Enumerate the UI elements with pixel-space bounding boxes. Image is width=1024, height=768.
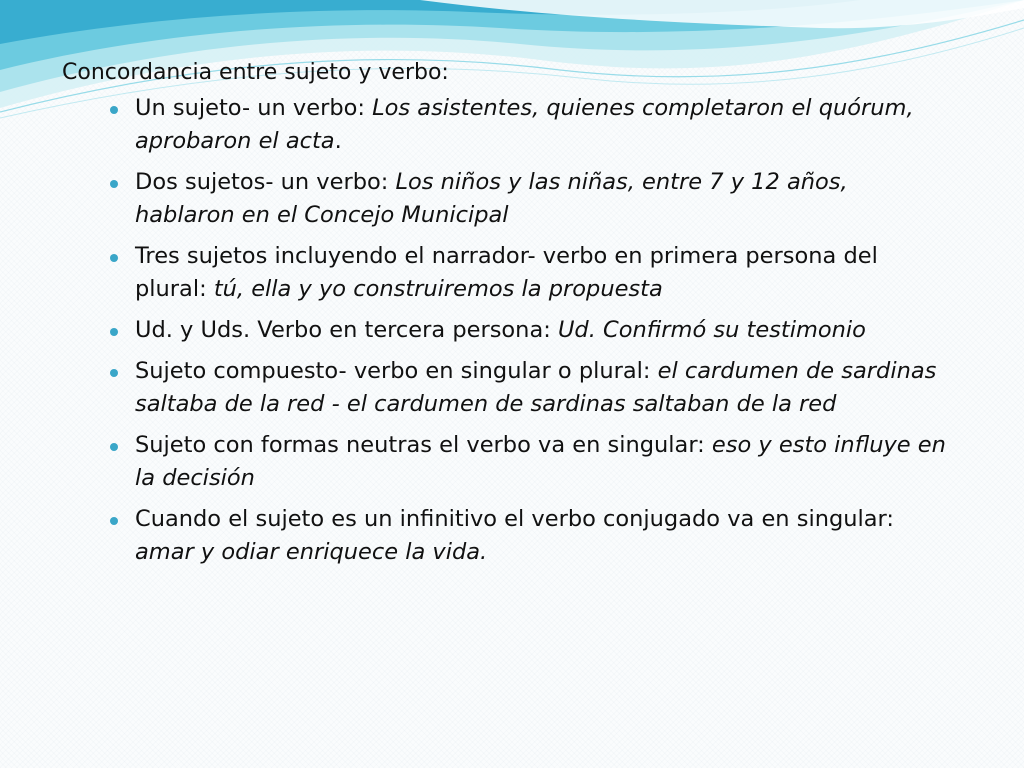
bullet-example-text: Los niños y las niñas, entre 7 y 12 años, hablaron en el Concejo Municipal: [135, 169, 848, 228]
bullet-lead-text: Un sujeto- un verbo:: [135, 95, 373, 121]
bullet-example-text: eso y esto influye en la decisión: [135, 432, 946, 491]
list-item: [62, 314, 982, 347]
bullet-example-text: Ud. Confirmó su testimonio: [557, 317, 866, 343]
bullet-lead-text: Ud. y Uds. Verbo en tercera persona:: [135, 317, 558, 343]
bullet-lead-text: Cuando el sujeto es un infinitivo el verbo conjugado va en singular:: [135, 506, 894, 532]
bullet-example-text: Los asistentes, quienes completaron el quórum, aprobaron el acta: [135, 95, 914, 154]
bullet-dot-icon: [110, 517, 118, 525]
slide-heading: Concordancia entre sujeto y verbo:: [62, 60, 449, 85]
bullet-lead-text: Sujeto con formas neutras el verbo va en singular:: [135, 432, 712, 458]
list-item: [62, 240, 982, 306]
bullet-dot-icon: [110, 106, 118, 114]
slide-content: [62, 56, 982, 577]
bullet-dot-icon: [110, 328, 118, 336]
list-item: [62, 503, 982, 569]
bullet-example-text: tú, ella y yo construiremos la propuesta: [213, 276, 663, 302]
bullet-example-text: el cardumen de sardinas saltaba de la red - el cardumen de sardinas saltaban de la red: [135, 358, 937, 417]
bullet-lead-text: Sujeto compuesto- verbo en singular o plural:: [135, 358, 658, 384]
bullet-dot-icon: [110, 254, 118, 262]
list-item: [62, 166, 982, 232]
list-item: [62, 92, 982, 158]
bullet-lead-text: Dos sujetos- un verbo:: [135, 169, 396, 195]
bullet-example-text: amar y odiar enriquece la vida.: [135, 539, 488, 565]
list-item: [62, 429, 982, 495]
list-item: [62, 355, 982, 421]
bullet-lead-text: Tres sujetos incluyendo el narrador- verbo en primera persona del plural:: [135, 243, 878, 302]
bullet-dot-icon: [110, 180, 118, 188]
bullet-list: [62, 92, 982, 569]
bullet-tail-text: .: [334, 128, 342, 154]
bullet-dot-icon: [110, 443, 118, 451]
bullet-dot-icon: [110, 369, 118, 377]
